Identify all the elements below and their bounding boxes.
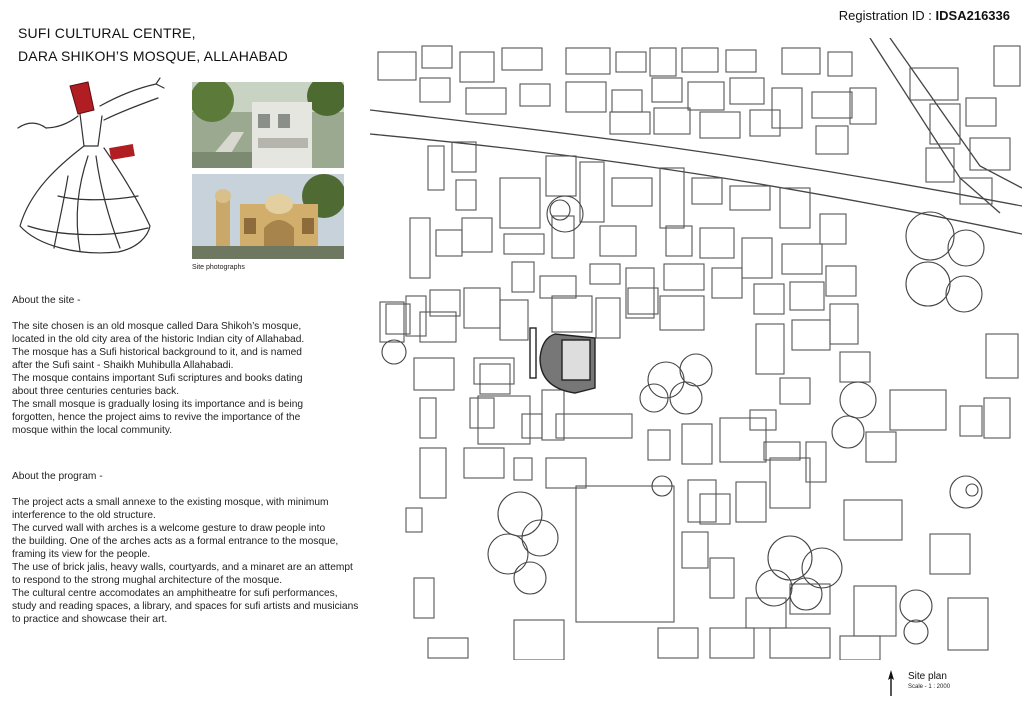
about-program-line: The cultural centre accomodates an amphitheatre for sufi performances, bbox=[12, 588, 338, 599]
about-program-line: to practice and showcase their art. bbox=[12, 614, 168, 625]
about-site-line: forgotten, hence the project aims to revive the importance of the bbox=[12, 412, 301, 423]
roads bbox=[370, 38, 1022, 234]
about-site-line: mosque within the local community. bbox=[12, 425, 173, 436]
about-program-heading: About the program - bbox=[12, 471, 103, 482]
about-site-line: located in the old city area of the historic Indian city of Allahabad. bbox=[12, 334, 305, 345]
photos-caption: Site photographs bbox=[192, 264, 245, 271]
about-program-line: interference to the old structure. bbox=[12, 510, 156, 521]
about-program-line: the building. One of the arches acts as a formal entrance to the mosque, bbox=[12, 536, 339, 547]
about-site-line: The mosque has a Sufi historical background to it, and is named bbox=[12, 347, 302, 358]
about-program-line: to respond to the strong mughal architecture of the mosque. bbox=[12, 575, 283, 586]
site-photo-street bbox=[192, 82, 344, 168]
north-arrow-icon bbox=[884, 670, 898, 696]
registration-label: Registration ID : bbox=[838, 8, 936, 23]
about-program-line: The use of brick jalis, heavy walls, courtyards, and a minaret are an attempt bbox=[12, 562, 353, 573]
about-program-line: framing its view for the people. bbox=[12, 549, 151, 560]
site-plan-label: Site plan bbox=[908, 671, 947, 682]
about-site-heading: About the site - bbox=[12, 295, 81, 306]
title-line-1: SUFI CULTURAL CENTRE, bbox=[18, 25, 196, 41]
registration-number: IDSA216336 bbox=[935, 8, 1010, 23]
whirling-dervish-sketch bbox=[8, 76, 178, 266]
about-program-line: The curved wall with arches is a welcome gesture to draw people into bbox=[12, 523, 326, 534]
site-plan-drawing bbox=[370, 38, 1022, 660]
site-photo-mosque bbox=[192, 174, 344, 259]
about-site-line: The site chosen is an old mosque called Dara Shikoh’s mosque, bbox=[12, 321, 302, 332]
page-title bbox=[18, 22, 288, 68]
building-footprints bbox=[378, 46, 1020, 660]
about-site-line: about three centuries centuries back. bbox=[12, 386, 180, 397]
about-site-line: The mosque contains important Sufi scriptures and books dating bbox=[12, 373, 303, 384]
site-mosque bbox=[530, 328, 595, 393]
about-program-line: study and reading spaces, a library, and spaces for sufi artists and musicians bbox=[12, 601, 359, 612]
about-site-line: The small mosque is gradually losing its importance and is being bbox=[12, 399, 304, 410]
about-program-line: The project acts a small annexe to the existing mosque, with minimum bbox=[12, 497, 329, 508]
registration-id bbox=[839, 8, 1010, 23]
about-site-line: after the Sufi saint - Shaikh Muhibulla Allahabadi. bbox=[12, 360, 234, 371]
site-plan-scale: Scale - 1 : 2000 bbox=[908, 684, 951, 690]
about-program-section bbox=[12, 470, 392, 626]
title-line-2: DARA SHIKOH’S MOSQUE, ALLAHABAD bbox=[18, 48, 288, 64]
about-site-section bbox=[12, 294, 392, 437]
trees bbox=[382, 196, 984, 644]
